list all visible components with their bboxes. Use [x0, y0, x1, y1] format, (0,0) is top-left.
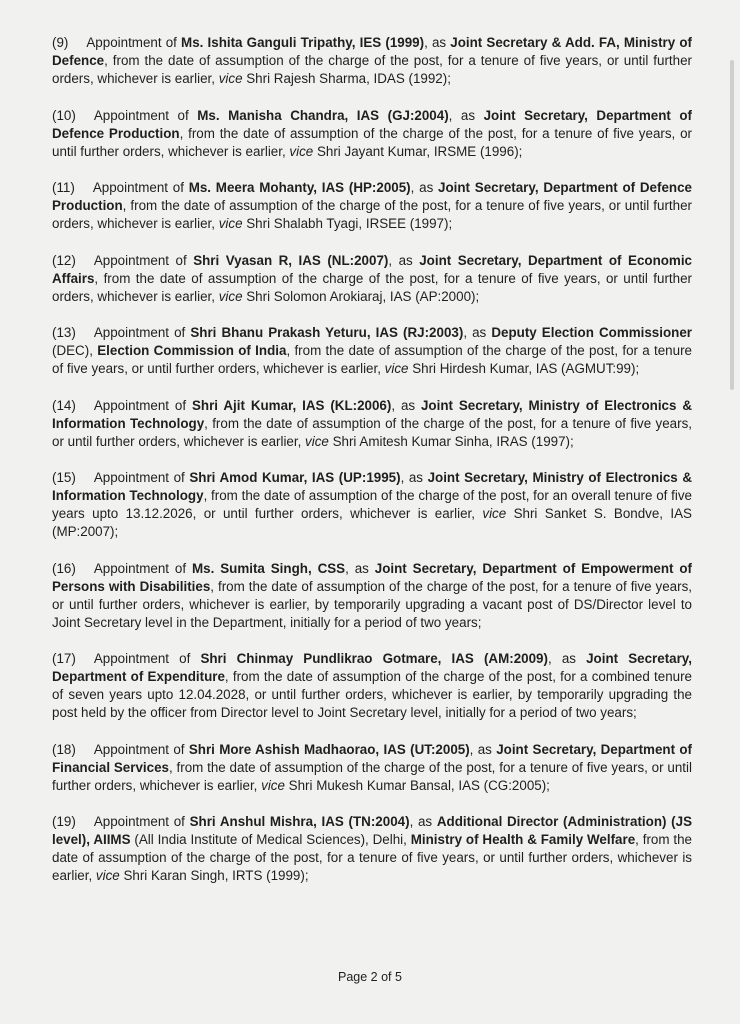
bold-text: Shri More Ashish Madhaorao, IAS (UT:2005) [188, 741, 470, 757]
body-text: , from the date of assumption of the charge of the post, for a combined tenure of seven years upto 12.04.2028, or until further orders, whichever is earlier, by temporarily upgrading the post held by the officer from Director level to Joint Secretary level, initially for a period of two years; [52, 669, 692, 720]
italic-text: vice [218, 216, 243, 231]
body-text: Appointment of [93, 397, 192, 413]
appointment-para-14 [52, 397, 692, 451]
body-text: , from the date of assumption of the charge of the post, for an overall tenure of five years upto 13.12.2026, or until further orders, whichever is earlier, [52, 488, 692, 521]
bold-text: Ms. Manisha Chandra, IAS (GJ:2004) [197, 107, 449, 123]
bold-text: Election Commission of India [97, 343, 287, 358]
body-text: Appointment of [86, 35, 182, 50]
body-text: , from the date of assumption of the charge of the post, for a tenure of five years, or until further orders, whichever is earlier, [52, 759, 692, 793]
italic-text: vice [261, 777, 285, 793]
bold-text: Ms. Ishita Ganguli Tripathy, IES (1999) [181, 35, 425, 50]
appointment-para-11 [52, 179, 692, 233]
body-text: , from the date of assumption of the charge of the post, for a tenure of five years, or until further orders, whichever is earlier, [52, 415, 692, 449]
body-text: , from the date of assumption of the charge of the post, for a tenure of five years, or until further orders, whichever is earlier, [52, 343, 692, 376]
body-text: Shri Shalabh Tyagi, IRSEE (1997); [242, 216, 453, 231]
body-text: Shri Solomon Arokiaraj, IAS (AP:2000); [242, 288, 480, 304]
body-text: Appointment of [93, 470, 190, 485]
body-text: , as [424, 35, 451, 50]
body-text: Shri Karan Singh, IRTS (1999); [119, 868, 309, 883]
appointment-para-16 [52, 560, 692, 632]
body-text: , as [448, 107, 484, 123]
italic-text: vice [289, 143, 314, 159]
page-number: Page 2 of 5 [338, 970, 402, 984]
italic-text: vice [482, 506, 507, 521]
italic-text: vice [218, 71, 243, 86]
appointment-para-19 [52, 813, 692, 885]
document-body [52, 34, 692, 904]
bold-text: Joint Secretary, Ministry of Electronics & Information Technology [52, 397, 693, 431]
body-text: Appointment of [93, 325, 191, 340]
body-text: , as [391, 397, 421, 413]
paragraph-number: (13) [52, 325, 76, 340]
body-text: Appointment of [92, 180, 189, 195]
body-text: , from the date of assumption of the charge of the post, for a tenure of five years, or until further orders, whichever is earlier, [52, 832, 692, 883]
paragraph-number: (19) [52, 814, 76, 829]
body-text: Appointment of [93, 560, 192, 576]
bold-text: Ms. Sumita Singh, CSS [191, 560, 346, 576]
body-text: , as [409, 814, 437, 829]
italic-text: vice [218, 288, 243, 304]
body-text: , as [388, 252, 420, 268]
body-text: Shri Mukesh Kumar Bansal, IAS (CG:2005); [284, 777, 550, 793]
appointment-para-13 [52, 324, 692, 378]
bold-text: Joint Secretary, Department of Defence Production [52, 180, 692, 213]
bold-text: Shri Amod Kumar, IAS (UP:1995) [189, 470, 401, 485]
body-text: , as [547, 651, 587, 666]
appointment-para-12 [52, 252, 692, 306]
bold-text: Joint Secretary & Add. FA, Ministry of Defence [52, 35, 693, 68]
bold-text: Ms. Meera Mohanty, IAS (HP:2005) [188, 180, 411, 195]
italic-text: vice [384, 361, 409, 376]
body-text: , from the date of assumption of the charge of the post, for a tenure of five years, or until further orders, whichever is earlier, [52, 125, 692, 159]
appointment-para-17 [52, 650, 692, 722]
bold-text: Joint Secretary, Department of Economic Affairs [52, 252, 693, 286]
body-text: , as [345, 560, 375, 576]
paragraph-number: (10) [52, 107, 76, 123]
body-text: , as [400, 470, 428, 485]
bold-text: Shri Bhanu Prakash Yeturu, IAS (RJ:2003) [190, 325, 464, 340]
paragraph-number: (18) [52, 741, 76, 757]
body-text: Shri Rajesh Sharma, IDAS (1992); [242, 71, 451, 86]
body-text: , from the date of assumption of the charge of the post, for a tenure of five years, or until further orders, whichever is earlier, [52, 198, 692, 231]
body-text: Shri Sanket S. Bondve, IAS (MP:2007); [52, 506, 692, 539]
paragraph-number: (17) [52, 651, 76, 666]
bold-text: Additional Director (Administration) (JS level), AIIMS [52, 814, 692, 847]
appointment-para-9 [52, 34, 692, 88]
body-text: Appointment of [93, 651, 201, 666]
body-text: , from the date of assumption of the charge of the post, for a tenure of five years, or until further orders, whichever is earlier, [52, 270, 692, 304]
bold-text: Shri Ajit Kumar, IAS (KL:2006) [191, 397, 392, 413]
body-text: , as [410, 180, 439, 195]
appointment-para-10 [52, 107, 692, 161]
body-text: Shri Hirdesh Kumar, IAS (AGMUT:99); [408, 361, 640, 376]
paragraph-number: (9) [52, 35, 69, 50]
body-text: Appointment of [93, 252, 194, 268]
bold-text: Joint Secretary, Department of Empowerment of Persons with Disabilities [52, 560, 692, 594]
bold-text: Ministry of Health & Family Welfare [410, 832, 636, 847]
body-text: Appointment of [93, 741, 189, 757]
body-text: , as [463, 325, 492, 340]
paragraph-number: (16) [52, 560, 76, 576]
paragraph-number: (12) [52, 252, 76, 268]
body-text: Shri Amitesh Kumar Sinha, IRAS (1997); [328, 433, 574, 449]
body-text: Shri Jayant Kumar, IRSME (1996); [313, 143, 523, 159]
paragraph-number: (14) [52, 397, 76, 413]
bold-text: Shri Vyasan R, IAS (NL:2007) [193, 252, 389, 268]
paragraph-number: (15) [52, 470, 76, 485]
italic-text: vice [305, 433, 329, 449]
body-text: (DEC), [52, 343, 98, 358]
body-text: Appointment of [93, 814, 190, 829]
bold-text: Joint Secretary, Department of Expenditure [52, 651, 692, 684]
bold-text: Joint Secretary, Ministry of Electronics & Information Technology [52, 470, 692, 503]
bold-text: Joint Secretary, Department of Financial Services [52, 741, 692, 775]
body-text: (All India Institute of Medical Sciences), Delhi, [130, 832, 411, 847]
body-text: , from the date of assumption of the charge of the post, for a tenure of five years, or until further orders, whichever is earlier, [52, 53, 692, 86]
italic-text: vice [95, 868, 120, 883]
body-text: , as [469, 741, 497, 757]
appointment-para-18 [52, 741, 692, 795]
bold-text: Deputy Election Commissioner [491, 325, 692, 340]
appointment-para-15 [52, 469, 692, 541]
bold-text: Joint Secretary, Department of Defence Production [52, 107, 693, 141]
body-text: Appointment of [93, 107, 198, 123]
bold-text: Shri Chinmay Pundlikrao Gotmare, IAS (AM:2009) [200, 651, 548, 666]
body-text: , from the date of assumption of the charge of the post, for a tenure of five years, or until further orders, whichever is earlier, by temporarily upgrading a vacant post of DS/Director level to Joint Secretary level in the Department, initially for a period of two years; [52, 578, 692, 630]
bold-text: Shri Anshul Mishra, IAS (TN:2004) [189, 814, 410, 829]
paragraph-number: (11) [52, 180, 75, 195]
scrollbar[interactable] [730, 60, 734, 390]
